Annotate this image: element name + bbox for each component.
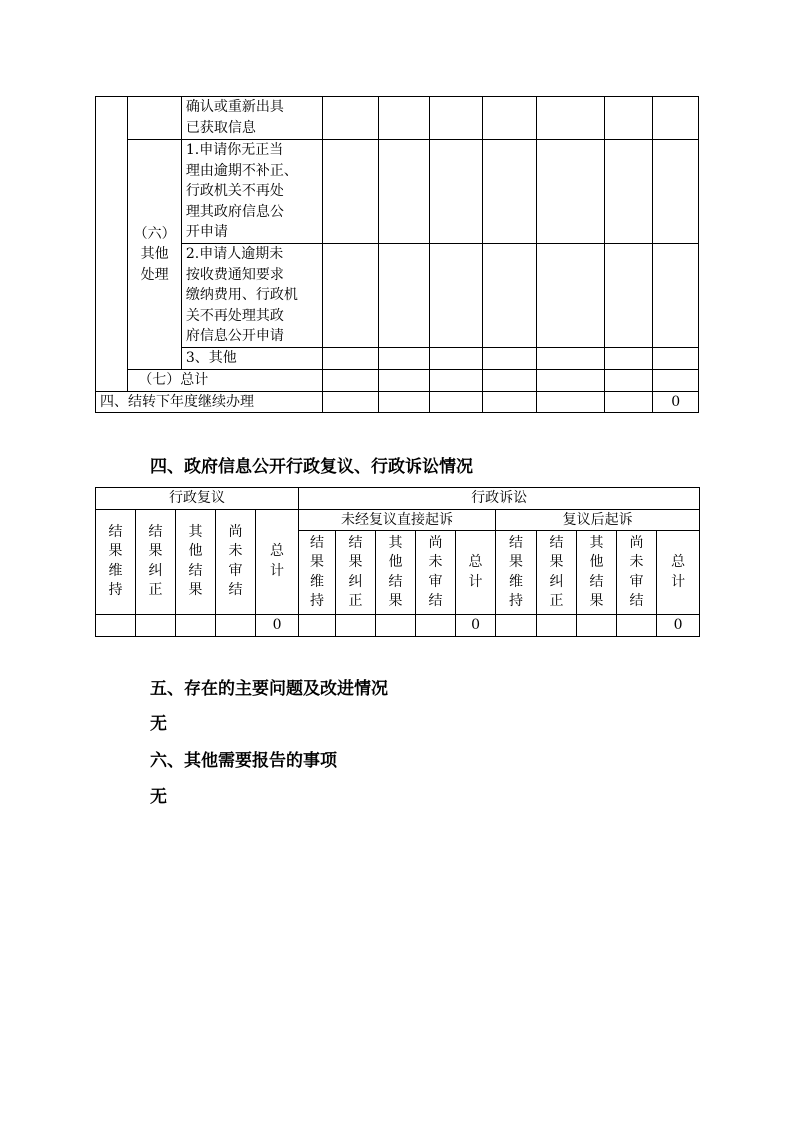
- table-cell: [430, 244, 483, 348]
- table-cell: [378, 369, 430, 391]
- column-header-char: 结: [388, 573, 403, 590]
- row-label-text: （七）总计: [138, 371, 209, 388]
- col-direct-corrected: [336, 531, 376, 615]
- column-header-char: 持: [310, 593, 325, 609]
- table-cell: [605, 140, 653, 244]
- column-header-char: 他: [589, 554, 604, 570]
- column-header-char: 审: [629, 573, 644, 590]
- column-header-char: 结: [509, 534, 524, 551]
- table-cell: [482, 369, 537, 391]
- category-other-handling: [128, 140, 182, 370]
- column-header-char: 他: [388, 554, 403, 570]
- column-header-char: 纠: [348, 573, 363, 590]
- table-cell: [537, 244, 605, 348]
- row-label-text: 确认或重新出具 已获取信息: [185, 99, 284, 136]
- column-header-char: 果: [589, 593, 604, 609]
- column-header-text: [416, 534, 455, 612]
- table-cell: [323, 347, 379, 369]
- column-header-char: 其: [388, 534, 403, 551]
- outer-category-cell: [96, 97, 128, 392]
- column-header-char: 持: [509, 593, 524, 609]
- column-header-char: 总: [468, 554, 483, 570]
- header-direct-suit: 未经复议直接起诉: [299, 509, 496, 531]
- column-header-char: 果: [549, 554, 564, 570]
- table-row: [96, 488, 700, 510]
- row-label-reconfirm: [181, 97, 322, 140]
- table-cell: [653, 97, 699, 140]
- table-row: [96, 509, 700, 531]
- col-review-pending: [216, 509, 256, 615]
- table-cell: [537, 615, 577, 637]
- column-header-char: 结: [310, 534, 325, 551]
- column-header-text: [216, 523, 255, 601]
- table-cell: [378, 140, 430, 244]
- col-review-other: [176, 509, 216, 615]
- column-header-char: 维: [310, 573, 325, 590]
- column-header-char: 结: [228, 582, 243, 599]
- column-header-char: 维: [509, 573, 524, 590]
- column-header-char: 正: [148, 582, 163, 599]
- row-label-no-fee: [181, 244, 322, 348]
- table-cell: [605, 369, 653, 391]
- table-cell: [299, 615, 336, 637]
- column-header-char: 尚: [428, 534, 443, 551]
- table-cell: [537, 97, 605, 140]
- column-header-char: 计: [671, 573, 686, 590]
- column-header-char: 审: [228, 562, 243, 579]
- header-suit-after-review: 复议后起诉: [496, 509, 700, 531]
- row-label-no-correction: [181, 140, 322, 244]
- table-cell: [378, 244, 430, 348]
- table-cell: [653, 369, 699, 391]
- col-after-corrected: [537, 531, 577, 615]
- table-cell: [323, 140, 379, 244]
- carry-over-value: 0: [653, 391, 699, 413]
- direct-total-value: 0: [456, 615, 496, 637]
- column-header-char: 尚: [228, 523, 243, 540]
- table-cell: [323, 97, 379, 140]
- table-cell: [323, 369, 379, 391]
- column-header-char: 结: [549, 534, 564, 551]
- row-label-other: [181, 347, 322, 369]
- table-row: [96, 347, 699, 369]
- section5-body: 无: [150, 714, 167, 734]
- category-cell: [128, 97, 182, 140]
- col-review-upheld: [96, 509, 136, 615]
- col-after-other: [577, 531, 617, 615]
- column-header-char: 结: [148, 523, 163, 540]
- table-cell: [378, 391, 430, 413]
- column-header-char: 维: [108, 562, 123, 579]
- row-label-text: 2.申请人逾期未 按收费通知要求 缴纳费用、行政机 关不再处理其政 府信息公开申请: [185, 246, 298, 344]
- table-cell: [376, 615, 416, 637]
- column-header-char: 正: [549, 593, 564, 609]
- table-cell: [430, 97, 483, 140]
- column-header-text: [657, 553, 699, 592]
- col-after-total: [657, 531, 700, 615]
- column-header-char: 未: [428, 554, 443, 570]
- table-cell: [482, 244, 537, 348]
- table-cell: [136, 615, 176, 637]
- column-header-char: 正: [348, 593, 363, 609]
- table-cell: [482, 391, 537, 413]
- table-row: [96, 369, 699, 391]
- column-header-char: 果: [148, 543, 163, 560]
- table-cell: [617, 615, 657, 637]
- section5-heading: 五、存在的主要问题及改进情况: [150, 679, 388, 699]
- column-header-char: 计: [270, 562, 285, 579]
- column-header-char: 果: [310, 554, 325, 570]
- column-header-char: 结: [348, 534, 363, 551]
- column-header-char: 其: [589, 534, 604, 551]
- column-header-char: 结: [108, 523, 123, 540]
- column-header-char: 持: [108, 582, 123, 599]
- col-review-total: [256, 509, 299, 615]
- table-row: [96, 615, 700, 637]
- table-cell: [605, 97, 653, 140]
- column-header-text: [496, 534, 536, 612]
- row-label-carry-over: [96, 391, 323, 413]
- table-cell: [430, 369, 483, 391]
- column-header-text: [456, 553, 495, 592]
- column-header-char: 结: [589, 573, 604, 590]
- column-header-char: 总: [671, 554, 686, 570]
- header-admin-review: 行政复议: [96, 488, 299, 510]
- column-header-char: 审: [428, 573, 443, 590]
- table-cell: [537, 140, 605, 244]
- column-header-char: 果: [509, 554, 524, 570]
- column-header-text: [617, 534, 656, 612]
- table-row: [96, 244, 699, 348]
- category-label: （六） 其他 处理: [133, 225, 176, 283]
- header-admin-litigation: 行政诉讼: [299, 488, 700, 510]
- column-header-char: 果: [108, 543, 123, 560]
- table-cell: [96, 615, 136, 637]
- review-litigation-table: [95, 487, 700, 637]
- table-row: [96, 391, 699, 413]
- table-cell: [216, 615, 256, 637]
- column-header-char: 尚: [629, 534, 644, 551]
- column-header-char: 果: [188, 582, 203, 599]
- table-cell: [482, 97, 537, 140]
- table-cell: [336, 615, 376, 637]
- table-row: [96, 97, 699, 140]
- column-header-text: [376, 534, 415, 612]
- col-after-pending: [617, 531, 657, 615]
- table-cell: [653, 244, 699, 348]
- column-header-text: [577, 534, 616, 612]
- section4-heading: 四、政府信息公开行政复议、行政诉讼情况: [150, 457, 473, 477]
- table-row: [96, 140, 699, 244]
- table-cell: [482, 347, 537, 369]
- table-cell: [496, 615, 537, 637]
- table-cell: [537, 347, 605, 369]
- column-header-text: [299, 534, 335, 612]
- column-header-char: 果: [388, 593, 403, 609]
- column-header-text: [176, 523, 215, 601]
- column-header-text: [96, 523, 135, 601]
- review-total-value: 0: [256, 615, 299, 637]
- column-header-text: [537, 534, 576, 612]
- row-label-text: 3、其他: [185, 349, 237, 366]
- table-cell: [323, 244, 379, 348]
- column-header-char: 未: [228, 543, 243, 560]
- col-direct-total: [456, 531, 496, 615]
- column-header-char: 果: [348, 554, 363, 570]
- column-header-char: 未: [629, 554, 644, 570]
- table-cell: [537, 369, 605, 391]
- table-cell: [653, 347, 699, 369]
- table-cell: [577, 615, 617, 637]
- table-cell: [430, 391, 483, 413]
- row-label-text: 1.申请你无正当 理由逾期不补正、 行政机关不再处 理其政府信息公 开申请: [185, 142, 298, 240]
- column-header-char: 计: [468, 573, 483, 590]
- table-cell: [430, 347, 483, 369]
- application-handling-table: [95, 96, 699, 413]
- row-label-total: [128, 369, 323, 391]
- after-total-value: 0: [657, 615, 700, 637]
- section6-heading: 六、其他需要报告的事项: [150, 751, 337, 771]
- table-cell: [605, 391, 653, 413]
- col-review-corrected: [136, 509, 176, 615]
- column-header-char: 纠: [549, 573, 564, 590]
- table-cell: [416, 615, 456, 637]
- table-cell: [482, 140, 537, 244]
- table-cell: [323, 391, 379, 413]
- col-after-upheld: [496, 531, 537, 615]
- table-cell: [378, 97, 430, 140]
- column-header-text: [336, 534, 375, 612]
- row-label-text: 四、结转下年度继续办理: [100, 393, 254, 410]
- table-cell: [605, 347, 653, 369]
- table-cell: [176, 615, 216, 637]
- table-cell: [537, 391, 605, 413]
- column-header-char: 纠: [148, 562, 163, 579]
- column-header-char: 结: [629, 593, 644, 609]
- section6-body: 无: [150, 787, 167, 807]
- col-direct-pending: [416, 531, 456, 615]
- column-header-char: 结: [428, 593, 443, 609]
- table-cell: [605, 244, 653, 348]
- column-header-text: [136, 523, 175, 601]
- col-direct-other: [376, 531, 416, 615]
- table-cell: [653, 140, 699, 244]
- column-header-char: 其: [188, 523, 203, 540]
- table-cell: [430, 140, 483, 244]
- column-header-char: 结: [188, 562, 203, 579]
- column-header-text: [256, 542, 298, 581]
- column-header-char: 总: [270, 543, 285, 560]
- col-direct-upheld: [299, 531, 336, 615]
- table-cell: [378, 347, 430, 369]
- column-header-char: 他: [188, 543, 203, 560]
